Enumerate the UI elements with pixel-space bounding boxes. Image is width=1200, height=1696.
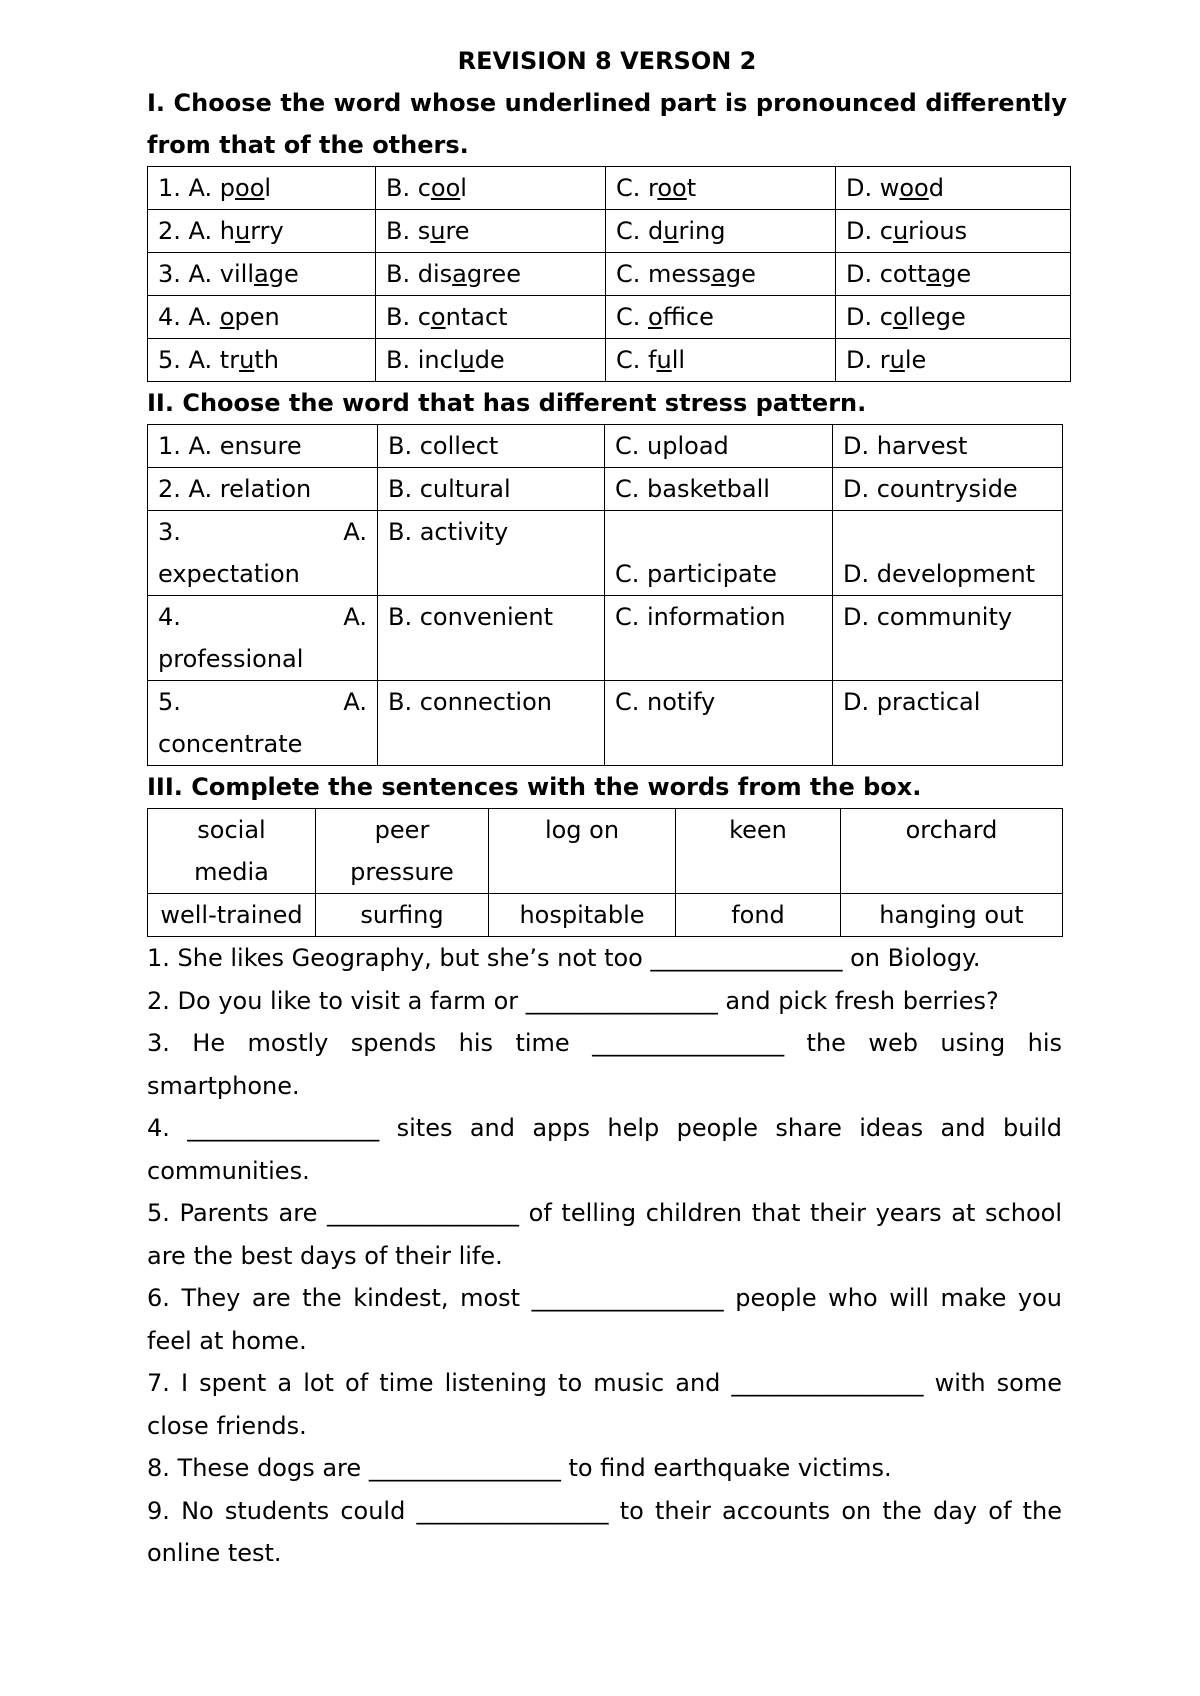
table-row	[148, 681, 1063, 766]
option-b: B. convenient	[378, 596, 605, 681]
option-letter: A.	[343, 518, 367, 546]
option-a	[148, 681, 378, 766]
underlined-letters: o	[430, 303, 446, 331]
sentence-9: 9. No students could ________________ to their accounts on the day of the online test.	[147, 1490, 1062, 1575]
sentence-1: 1. She likes Geography, but she’s not too ________________ on Biology.	[147, 937, 1062, 980]
answer-blank: ________________	[187, 1114, 380, 1142]
question-number: 5.	[158, 688, 181, 716]
sentence-8: 8. These dogs are ________________ to find earthquake victims.	[147, 1447, 1062, 1490]
answer-blank: ________________	[650, 944, 843, 972]
option-b: B. disagree	[376, 253, 606, 296]
word-box-cell: well-trained	[148, 894, 316, 937]
word-box-cell: hanging out	[841, 894, 1063, 937]
stress-table	[147, 424, 1063, 766]
option-a: 4. A. open	[148, 296, 376, 339]
table-row	[148, 596, 1063, 681]
underlined-letters: u	[430, 217, 446, 245]
section-3-heading: III. Complete the sentences with the words from the box.	[147, 773, 922, 801]
option-d: D. college	[836, 296, 1071, 339]
word-box-cell: orchard	[841, 809, 1063, 894]
option-c: C. during	[606, 210, 836, 253]
sentence-3: 3. He mostly spends his time ________________ the web using his smartphone.	[147, 1022, 1062, 1107]
option-b: B. include	[376, 339, 606, 382]
underlined-letters: a	[254, 260, 269, 288]
option-d	[833, 511, 1063, 596]
option-d: D. harvest	[833, 425, 1063, 468]
underlined-letters: u	[892, 217, 909, 245]
pronunciation-table	[147, 166, 1071, 382]
underlined-letters: u	[235, 217, 251, 245]
answer-blank: ________________	[531, 1284, 724, 1312]
sentence-7: 7. I spent a lot of time listening to music and ________________ with some close friends.	[147, 1362, 1062, 1447]
option-d: D. curious	[836, 210, 1071, 253]
section-2-heading: II. Choose the word that has different stress pattern.	[147, 389, 867, 417]
answer-blank: ________________	[368, 1454, 561, 1482]
word-box-cell: fond	[676, 894, 841, 937]
option-c: C. full	[606, 339, 836, 382]
question-number: 3.	[158, 518, 181, 546]
underlined-letters: o	[892, 303, 908, 331]
word-box-cell: keen	[676, 809, 841, 894]
table-row	[148, 167, 1071, 210]
option-a: 2. A. relation	[148, 468, 378, 511]
table-row	[148, 425, 1063, 468]
option-word: D. development	[843, 560, 1036, 588]
sentence-6: 6. They are the kindest, most ________________ people who will make you feel at home.	[147, 1277, 1062, 1362]
option-d: D. wood	[836, 167, 1071, 210]
option-d: D. rule	[836, 339, 1071, 382]
option-b: B. contact	[376, 296, 606, 339]
underlined-letters: oo	[899, 174, 929, 202]
table-row	[148, 894, 1063, 937]
sentence-2: 2. Do you like to visit a farm or ________________ and pick fresh berries?	[147, 980, 1062, 1023]
option-c	[605, 511, 833, 596]
underlined-letters: a	[452, 260, 467, 288]
answer-blank: ________________	[592, 1029, 785, 1057]
answer-blank: ________________	[416, 1496, 609, 1525]
option-b: B. sure	[376, 210, 606, 253]
word-box-cell: log on	[489, 809, 676, 894]
underlined-letters: u	[889, 346, 905, 374]
word-box-cell: social media	[148, 809, 316, 894]
option-word: concentrate	[158, 730, 303, 758]
option-a: 5. A. truth	[148, 339, 376, 382]
word-box	[147, 808, 1063, 937]
underlined-letters: o	[219, 303, 235, 331]
option-word: C. participate	[615, 560, 777, 588]
option-c: C. upload	[605, 425, 833, 468]
answer-blank: ________________	[327, 1199, 519, 1227]
option-d: D. cottage	[836, 253, 1071, 296]
table-row	[148, 253, 1071, 296]
option-letter: A.	[343, 603, 367, 631]
underlined-letters: o	[648, 303, 663, 331]
section-1-heading: I. Choose the word whose underlined part is pronounced differently from that of the others.	[147, 89, 1067, 159]
table-row	[148, 210, 1071, 253]
option-word: professional	[158, 645, 304, 673]
underlined-letters: a	[926, 260, 942, 288]
question-number: 4.	[158, 603, 181, 631]
underlined-letters: oo	[235, 174, 265, 202]
option-word: expectation	[158, 560, 300, 588]
option-a: 1. A. ensure	[148, 425, 378, 468]
option-d: D. countryside	[833, 468, 1063, 511]
word-box-cell: surfing	[316, 894, 489, 937]
option-a: 2. A. hurry	[148, 210, 376, 253]
underlined-letters: oo	[430, 174, 461, 202]
table-row	[148, 511, 1063, 596]
option-a	[148, 596, 378, 681]
underlined-letters: u	[239, 346, 255, 374]
table-row	[148, 296, 1071, 339]
underlined-letters: a	[711, 260, 726, 288]
underlined-letters: u	[656, 346, 672, 374]
option-c: C. basketball	[605, 468, 833, 511]
underlined-letters: oo	[657, 174, 687, 202]
table-row	[148, 339, 1071, 382]
answer-blank: ________________	[731, 1369, 924, 1397]
page-title: REVISION 8 VERSON 2	[457, 47, 757, 75]
underlined-letters: u	[663, 217, 679, 245]
option-c: C. notify	[605, 681, 833, 766]
word-box-cell: hospitable	[489, 894, 676, 937]
option-a: 3. A. village	[148, 253, 376, 296]
word-box-cell: peer pressure	[316, 809, 489, 894]
option-d: D. practical	[833, 681, 1063, 766]
table-row	[148, 468, 1063, 511]
option-b: B. connection	[378, 681, 605, 766]
option-c: C. root	[606, 167, 836, 210]
sentence-list	[147, 937, 1062, 1575]
option-b: B. cultural	[378, 468, 605, 511]
option-c: C. message	[606, 253, 836, 296]
option-b: B. cool	[376, 167, 606, 210]
table-row	[148, 809, 1063, 894]
option-b: B. collect	[378, 425, 605, 468]
option-c: C. information	[605, 596, 833, 681]
sentence-4: 4. ________________ sites and apps help people share ideas and build communities.	[147, 1107, 1062, 1192]
option-c: C. office	[606, 296, 836, 339]
sentence-5: 5. Parents are ________________ of telling children that their years at school are the best days of their life.	[147, 1192, 1062, 1277]
answer-blank: ________________	[525, 986, 718, 1015]
option-letter: A.	[343, 688, 367, 716]
option-a: 1. A. pool	[148, 167, 376, 210]
option-d: D. community	[833, 596, 1063, 681]
worksheet-page	[147, 40, 1067, 1575]
underlined-letters: u	[459, 346, 475, 374]
option-a	[148, 511, 378, 596]
option-b: B. activity	[378, 511, 605, 596]
